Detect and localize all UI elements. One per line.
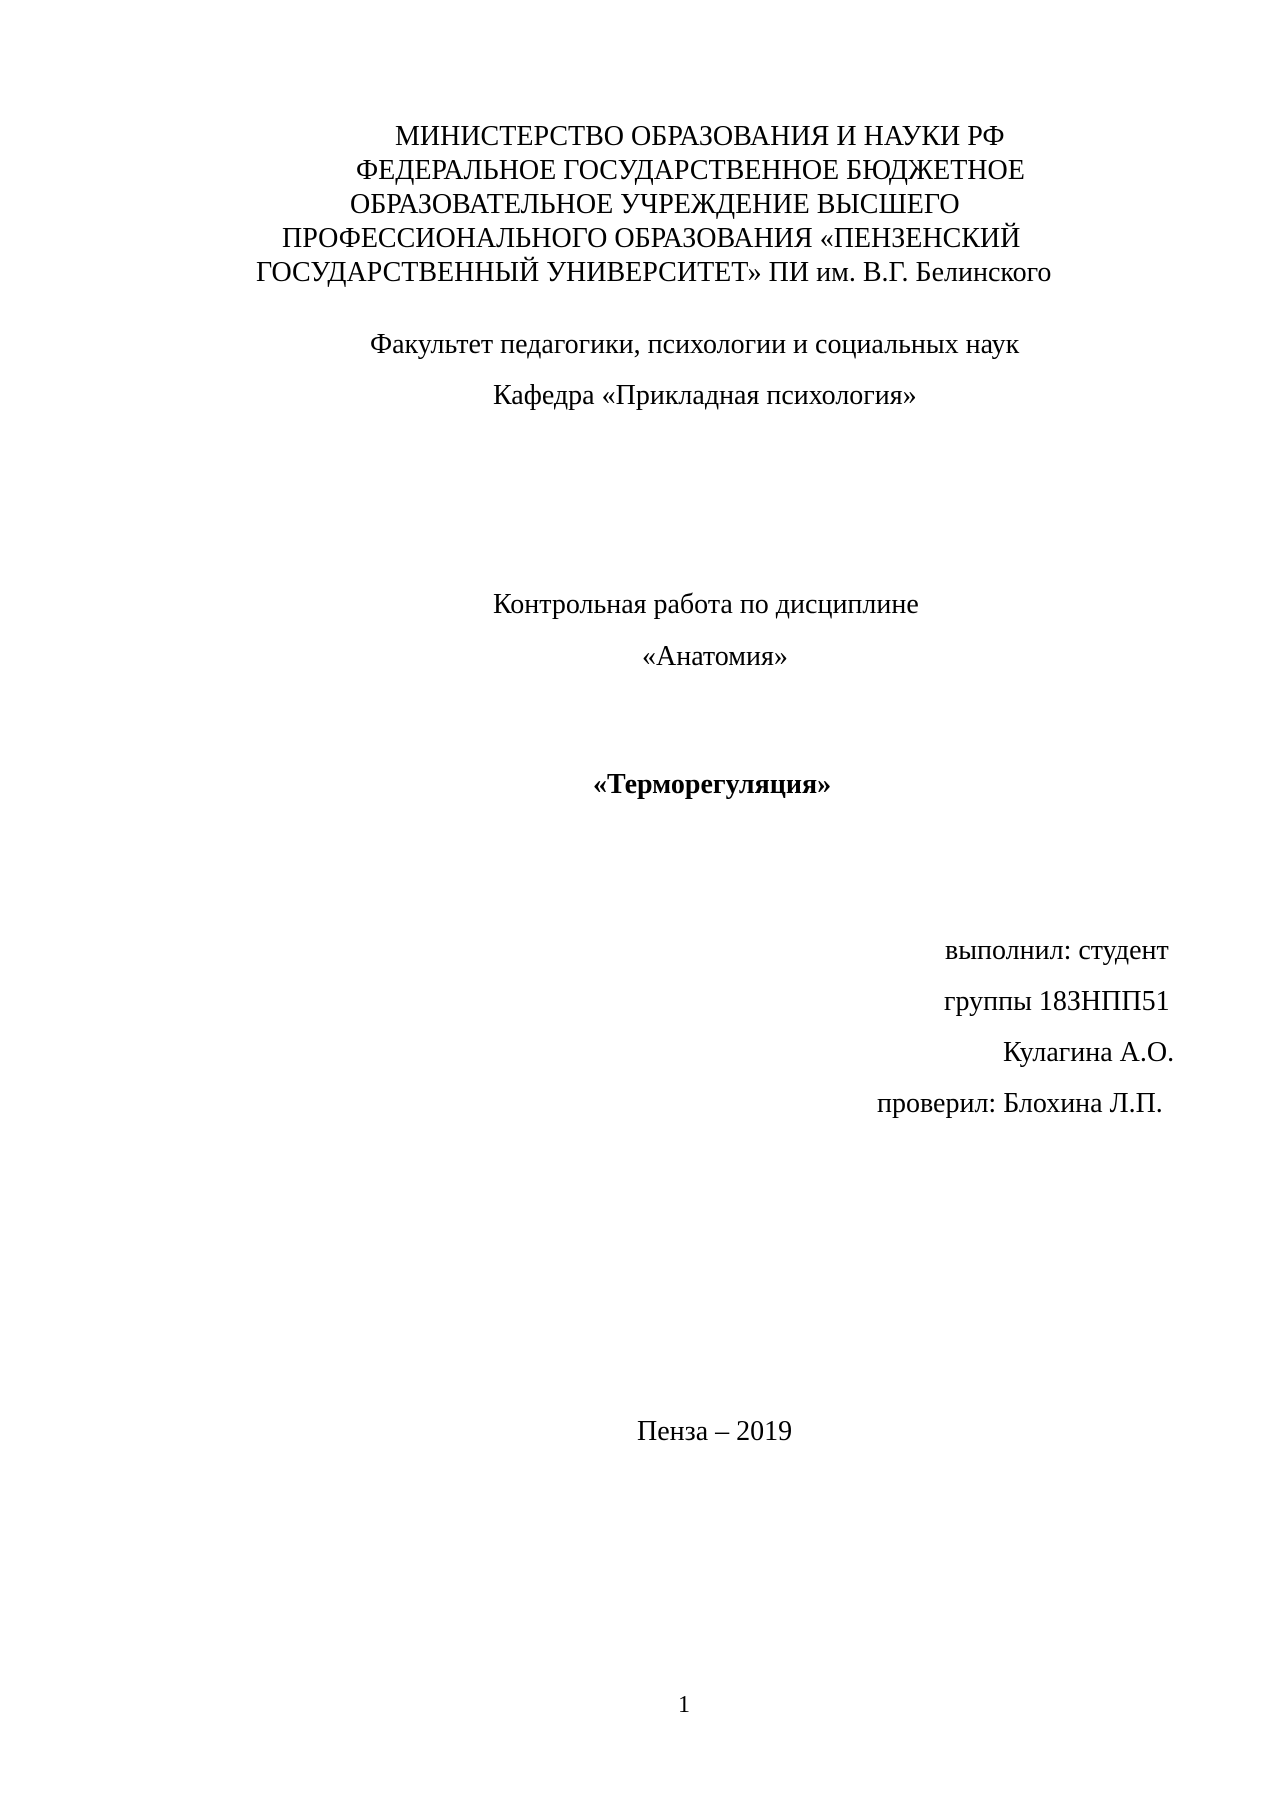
- student-group: группы 18ЗНПП51: [944, 986, 1170, 1017]
- student-name: Кулагина А.О.: [1003, 1037, 1175, 1068]
- work-title: «Терморегуляция»: [593, 769, 832, 800]
- city-year: Пенза – 2019: [637, 1416, 793, 1447]
- page-number: 1: [678, 1692, 690, 1718]
- header-line-3: ОБРАЗОВАТЕЛЬНОЕ УЧРЕЖДЕНИЕ ВЫСШЕГО: [350, 189, 960, 220]
- faculty-name: Факультет педагогики, психологии и социальных наук: [370, 329, 1020, 360]
- discipline-name: «Анатомия»: [642, 641, 788, 672]
- department-name: Кафедра «Прикладная психология»: [493, 380, 917, 411]
- header-line-4: ПРОФЕССИОНАЛЬНОГО ОБРАЗОВАНИЯ «ПЕНЗЕНСКИЙ: [282, 223, 1021, 254]
- work-type: Контрольная работа по дисциплине: [493, 589, 919, 620]
- header-line-1: МИНИСТЕРСТВО ОБРАЗОВАНИЯ И НАУКИ РФ: [395, 121, 1005, 152]
- header-line-2: ФЕДЕРАЛЬНОЕ ГОСУДАРСТВЕННОЕ БЮДЖЕТНОЕ: [356, 155, 1025, 186]
- header-line-5: ГОСУДАРСТВЕННЫЙ УНИВЕРСИТЕТ» ПИ им. В.Г. Белинского: [256, 257, 1052, 288]
- checked-by: проверил: Блохина Л.П.: [877, 1088, 1163, 1119]
- performed-by: выполнил: студент: [945, 935, 1169, 966]
